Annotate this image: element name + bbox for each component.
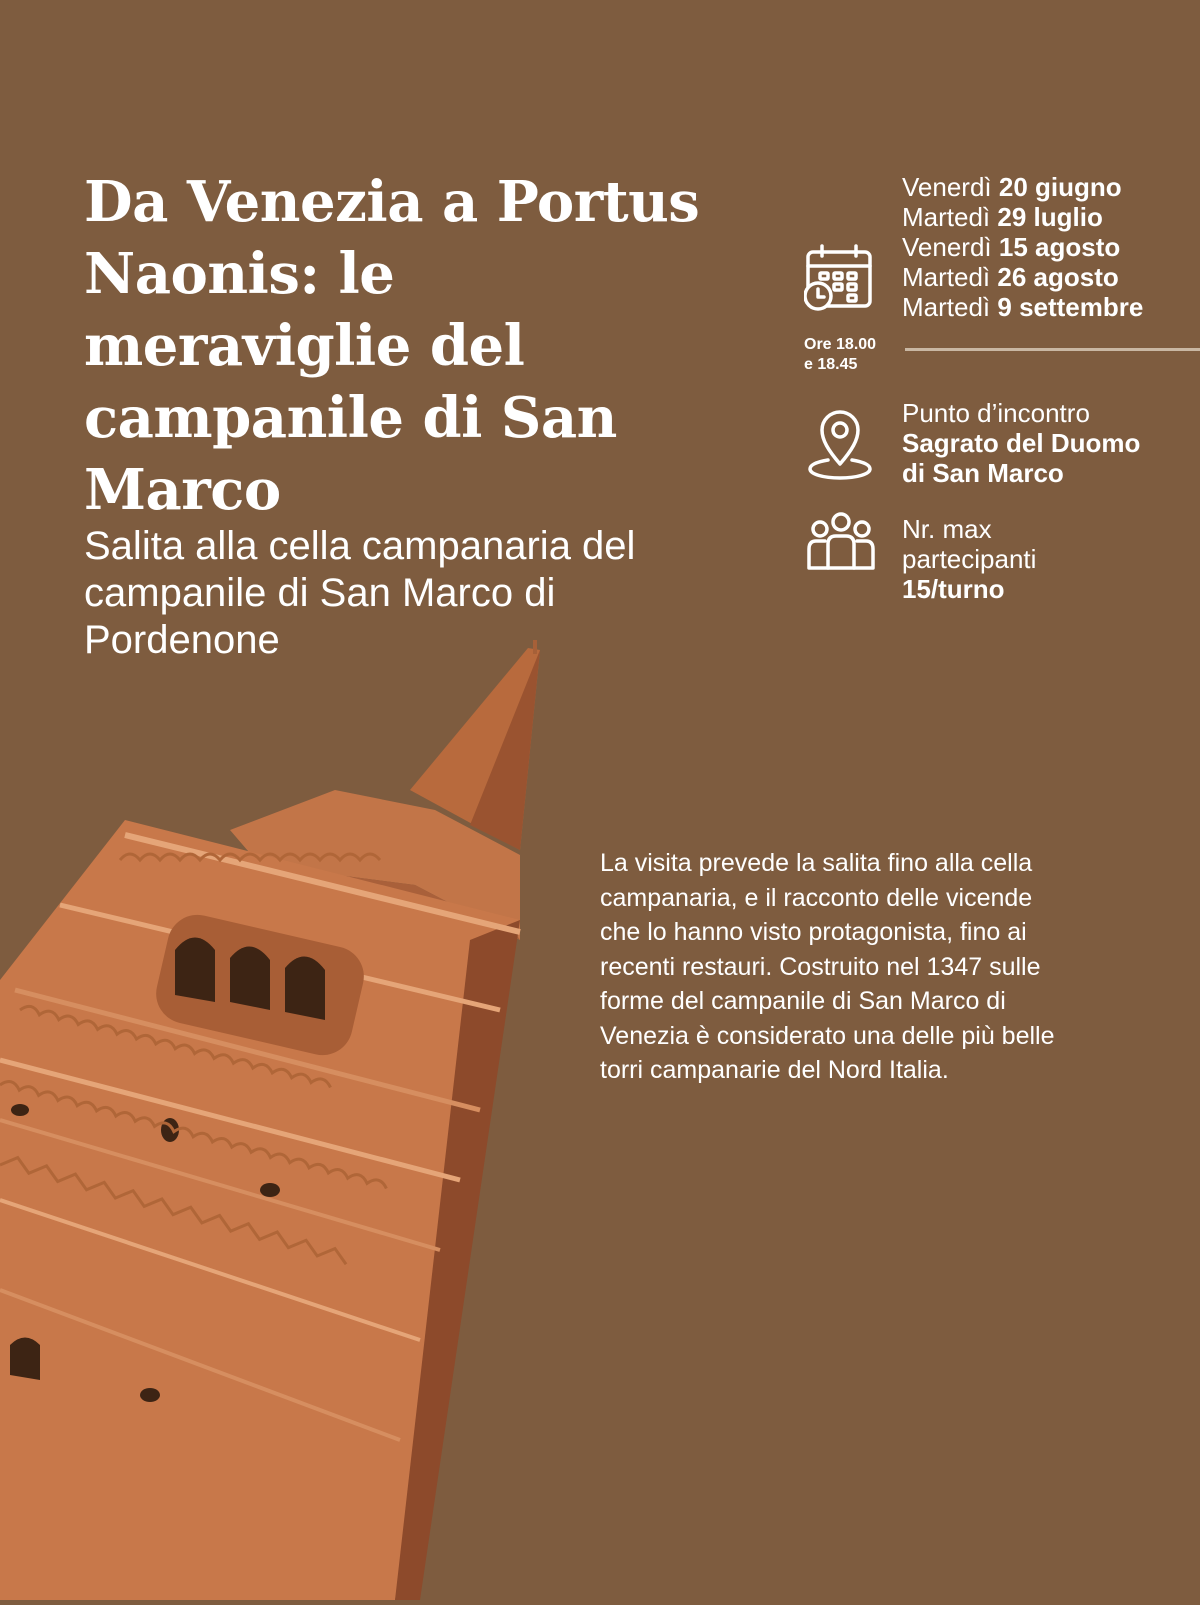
participants-value: 15/turno bbox=[902, 574, 1005, 604]
date-item: Venerdì 15 agosto bbox=[902, 232, 1121, 262]
meeting-place: Sagrato del Duomo bbox=[902, 428, 1141, 458]
date-item: Martedì 29 luglio bbox=[902, 202, 1103, 232]
bell-tower-image bbox=[0, 640, 560, 1605]
meeting-label: Punto d’incontro bbox=[902, 398, 1090, 428]
date-item: Venerdì 20 giugno bbox=[902, 172, 1122, 202]
event-dates bbox=[902, 172, 1143, 322]
calendar-clock-icon bbox=[804, 244, 874, 312]
meeting-point bbox=[902, 398, 1140, 488]
date-item: Martedì 26 agosto bbox=[902, 262, 1119, 292]
date-item: Martedì 9 settembre bbox=[902, 292, 1144, 322]
location-pin-icon bbox=[808, 408, 872, 480]
divider bbox=[905, 348, 1200, 351]
group-icon bbox=[806, 512, 876, 572]
description-text: La visita prevede la salita fino alla cella campanaria, e il racconto delle vicende che lo hanno visto protagonista, fino ai recenti restauri. Costruito nel 1347 sulle forme del campanile di San Marco di Venezia è considerato una delle più belle torri campanarie del Nord Italia. bbox=[600, 849, 1055, 1084]
event-times: Ore 18.00 e 18.45 bbox=[804, 336, 877, 373]
meeting-place: di San Marco bbox=[902, 458, 1064, 488]
page-title: Da Venezia a Portus Naonis: le meraviglie del campanile di San Marco bbox=[84, 169, 700, 523]
participants-info: Nr. max partecipanti 15/turno bbox=[902, 514, 1037, 604]
subtitle: Salita alla cella campanaria del campanile di San Marco di Pordenone bbox=[84, 524, 636, 662]
